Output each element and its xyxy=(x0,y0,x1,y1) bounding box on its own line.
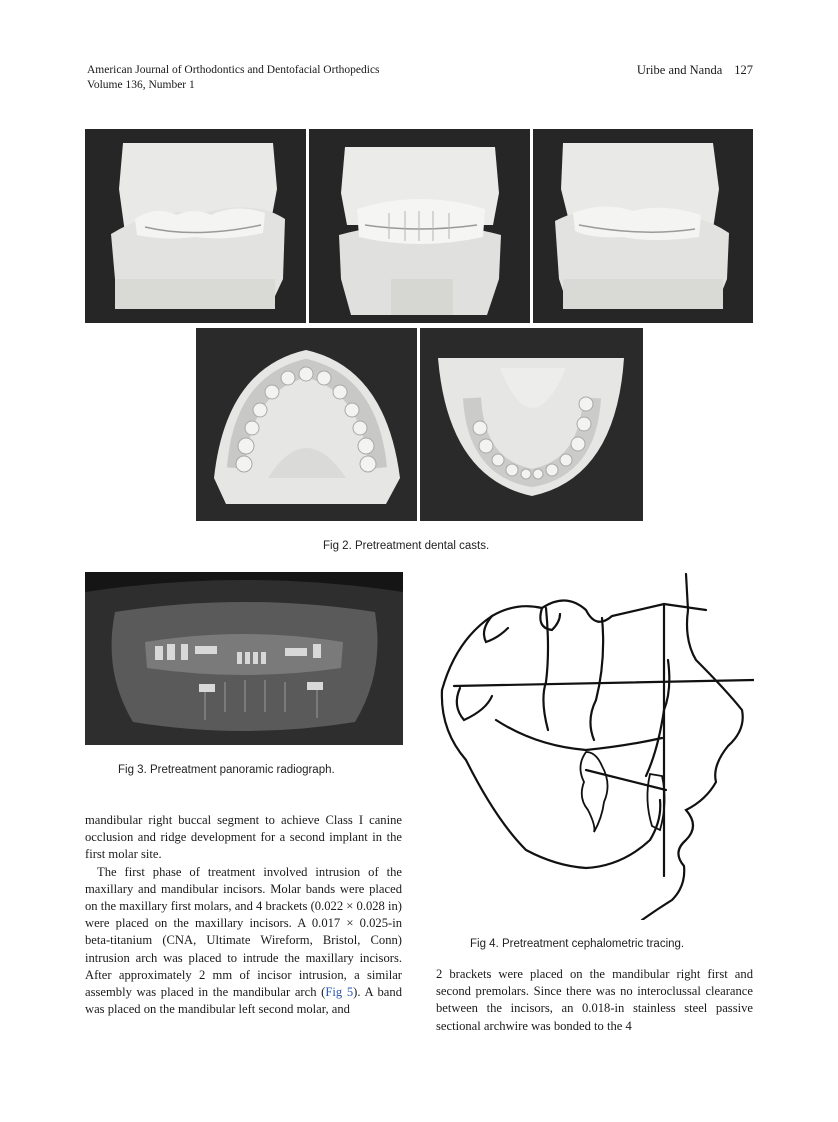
cast-photo-left-lateral xyxy=(533,129,753,323)
fig4-caption: Fig 4. Pretreatment cephalometric tracing. xyxy=(470,938,685,950)
paragraph xyxy=(85,864,402,1019)
journal-title: American Journal of Orthodontics and Dentofacial Orthopedics xyxy=(87,64,380,76)
cephalometric-tracing xyxy=(436,570,754,920)
figure-link[interactable]: Fig 5 xyxy=(325,985,354,1000)
cast-photo-mandibular-occlusal xyxy=(420,328,643,521)
paragraph: mandibular right buccal segment to achieve Class I canine occlusion and ridge development for a second implant in the first molar site. xyxy=(85,813,402,862)
body-column-left xyxy=(85,812,402,1018)
cast-photo-right-lateral xyxy=(85,129,306,323)
running-header-left xyxy=(87,63,380,93)
fig2-caption: Fig 2. Pretreatment dental casts. xyxy=(323,540,490,552)
authors: Uribe and Nanda xyxy=(636,63,723,77)
journal-volume: Volume 136, Number 1 xyxy=(87,79,195,91)
page-number: 127 xyxy=(734,63,753,77)
fig3-caption: Fig 3. Pretreatment panoramic radiograph. xyxy=(118,764,335,776)
panoramic-radiograph xyxy=(85,572,403,745)
paragraph-text: The first phase of treatment involved intrusion of the maxillary and mandibular incisors. Molar bands were placed on the maxillary first molars, and 4 brackets (0.022 × 0.028 in) were placed on the maxillary incisors. A 0.017 × 0.025-in beta-titanium (CNA, Ultimate Wireform, Bristol, Conn) intrusion arch was placed to intrude the maxillary incisors. After approximately 2 mm of incisor intrusion, a similar assembly was placed in the mandibular arch ( xyxy=(85,864,402,1000)
paragraph-text: ). A band was placed on the mandibular left second molar, and xyxy=(85,985,402,1017)
cast-photo-frontal xyxy=(309,129,530,323)
cast-photo-maxillary-occlusal xyxy=(196,328,417,521)
paragraph: 2 brackets were placed on the mandibular right first and second premolars. Since there was no interoclussal clearance between the incisors, an 0.018-in stainless steel passive sectional archwire was bonded to the 4 xyxy=(436,967,753,1033)
body-column-right xyxy=(436,966,753,1035)
running-header-right xyxy=(637,63,753,78)
